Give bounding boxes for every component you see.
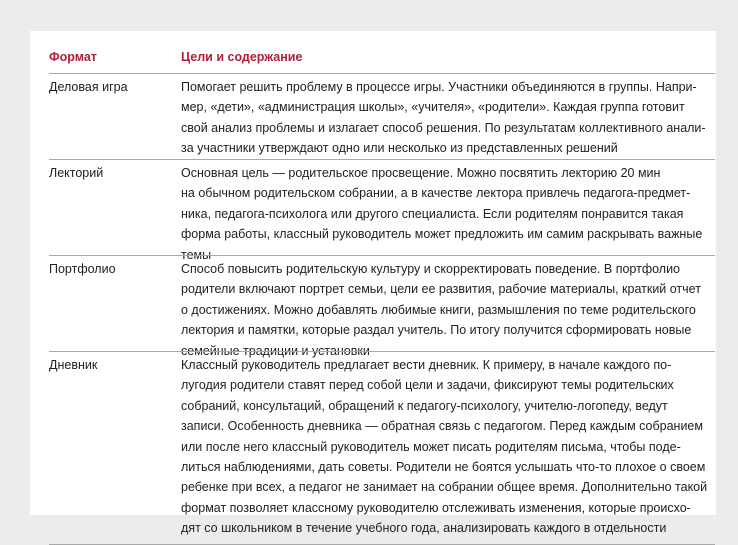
table-row xyxy=(49,159,715,262)
goals-line: Помогает решить проблему в процессе игры. Участники объединяются в группы. Напри- xyxy=(181,80,697,94)
column-header-goals: Цели и содержание xyxy=(181,50,303,64)
goals-line: о достижениях. Можно добавлять любимые книги, размышления по теме родительского xyxy=(181,302,696,317)
format-cell: Дневник xyxy=(49,358,98,372)
table-card xyxy=(30,31,716,536)
format-cell: Деловая игра xyxy=(49,80,128,94)
goals-cell xyxy=(181,355,715,539)
table-row xyxy=(49,255,715,358)
goals-line: форма работы, классный руководитель может предложить им самим раскрывать важные xyxy=(181,227,703,242)
goals-line: ребенке при всех, а педагог не занимает на собрании общее время. Дополнительно такой xyxy=(181,480,708,495)
column-header-format: Формат xyxy=(49,50,97,64)
goals-line: собраний, консультаций, обращений к педагогу-психологу, учителю-логопеду, ведут xyxy=(181,398,668,413)
goals-line: лектория и памятки, которые раздал учитель. По итогу получится сформировать новые xyxy=(181,323,692,338)
goals-line: темы xyxy=(181,247,212,262)
goals-cell xyxy=(181,77,715,159)
goals-cell xyxy=(181,163,715,265)
goals-line: записи. Особенность дневника — обратная связь с педагогом. Перед каждым собранием xyxy=(181,419,703,434)
goals-line: или после него классный руководитель может писать родителям письма, чтобы поде- xyxy=(181,439,681,454)
goals-line: семейные традиции и установки xyxy=(181,343,370,358)
goals-line: на обычном родительском собрании, а в качестве лектора привлечь педагога-предмет- xyxy=(181,186,691,201)
goals-line: Способ повысить родительскую культуру и скорректировать поведение. В портфолио xyxy=(181,262,681,276)
goals-line: дят со школьником в течение учебного года, анализировать каждого в отдельности xyxy=(181,521,667,536)
table-bottom-rule xyxy=(49,544,715,545)
goals-line: лугодия родители ставят перед собой цели и задачи, фиксируют темы родительских xyxy=(181,378,674,393)
goals-line: формат позволяет классному руководителю отслеживать изменения, которые происхо- xyxy=(181,500,691,515)
goals-line: ника, педагога-психолога или другого специалиста. Если родителям понравится такая xyxy=(181,206,684,221)
goals-line: мер, «дети», «администрация школы», «учителя», «родители». Каждая группа готовит xyxy=(181,100,685,115)
formats-table xyxy=(49,31,715,545)
goals-cell xyxy=(181,259,715,361)
table-row xyxy=(49,73,715,159)
goals-line: за участники утверждают одно или несколько из представленных решений xyxy=(181,141,618,156)
table-row xyxy=(49,351,715,544)
goals-line: Основная цель — родительское просвещение. Можно посвятить лекторию 20 мин xyxy=(181,166,661,180)
format-cell: Лекторий xyxy=(49,166,104,180)
goals-line: свой анализ проблемы и излагает способ решения. По результатам коллективного анали- xyxy=(181,120,706,135)
goals-line: родители включают портрет семьи, цели ее развития, рабочие материалы, краткий отчет xyxy=(181,282,701,297)
goals-line: Классный руководитель предлагает вести дневник. К примеру, в начале каждого по- xyxy=(181,358,672,372)
format-cell: Портфолио xyxy=(49,262,116,276)
goals-line: литься наблюдениями, дать советы. Родители не боятся услышать что-то плохое о своем xyxy=(181,460,706,475)
table-header-row xyxy=(49,31,715,73)
